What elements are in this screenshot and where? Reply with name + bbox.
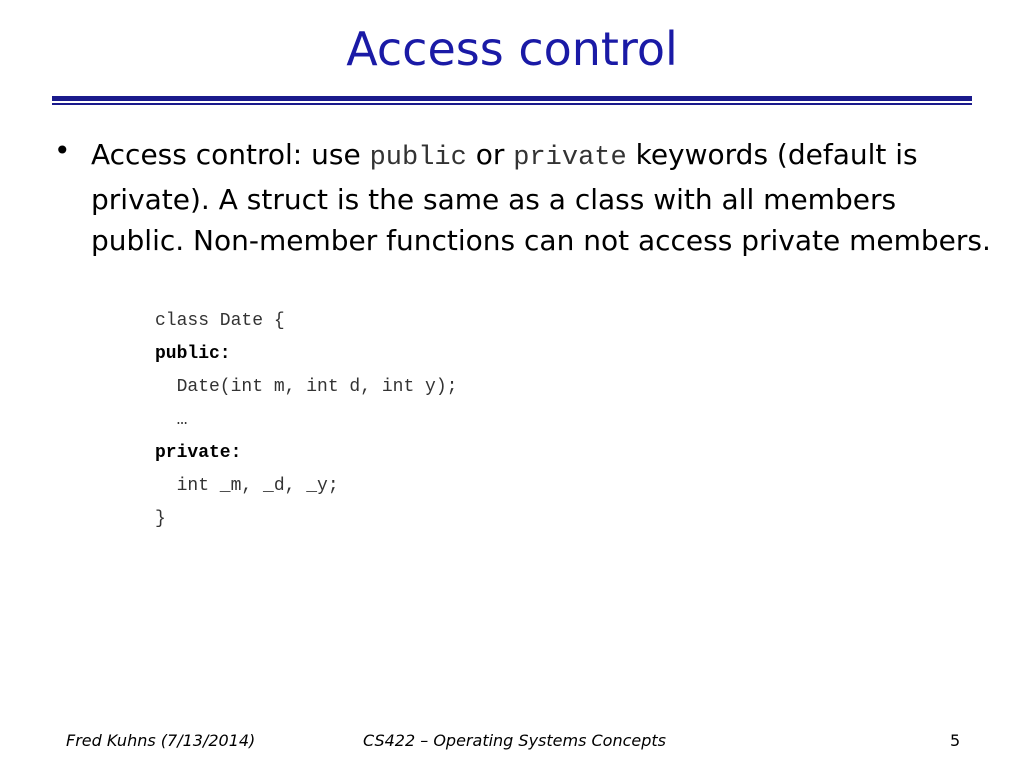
code-line-constructor: Date(int m, int d, int y);	[155, 377, 458, 397]
title-divider-thick	[52, 96, 972, 101]
paragraph-text-2: or	[466, 138, 514, 171]
code-line-close-brace: }	[155, 509, 166, 529]
paragraph-text-1: Access control: use	[91, 138, 370, 171]
code-line-ellipsis: …	[155, 410, 188, 430]
code-line-class-decl: class Date {	[155, 311, 285, 331]
footer-author: Fred Kuhns (7/13/2014)	[66, 731, 256, 750]
keyword-public: public	[369, 143, 467, 173]
keyword-private: private	[513, 143, 627, 173]
bullet-marker: •	[54, 134, 71, 167]
footer-page-number: 5	[950, 731, 961, 750]
footer-course: CS422 – Operating Systems Concepts	[363, 731, 667, 750]
slide-title: Access control	[346, 22, 678, 76]
code-line-private: private:	[155, 443, 242, 463]
code-line-members: int _m, _d, _y;	[155, 476, 339, 496]
bullet-paragraph	[91, 134, 991, 261]
title-divider-thin	[52, 103, 972, 105]
code-block	[155, 305, 457, 536]
code-line-public: public:	[155, 344, 231, 364]
paragraph-text-3: keywords (default is private). A struct is the same as a class with all members public. Non-member functions can not access private members.	[91, 138, 991, 257]
